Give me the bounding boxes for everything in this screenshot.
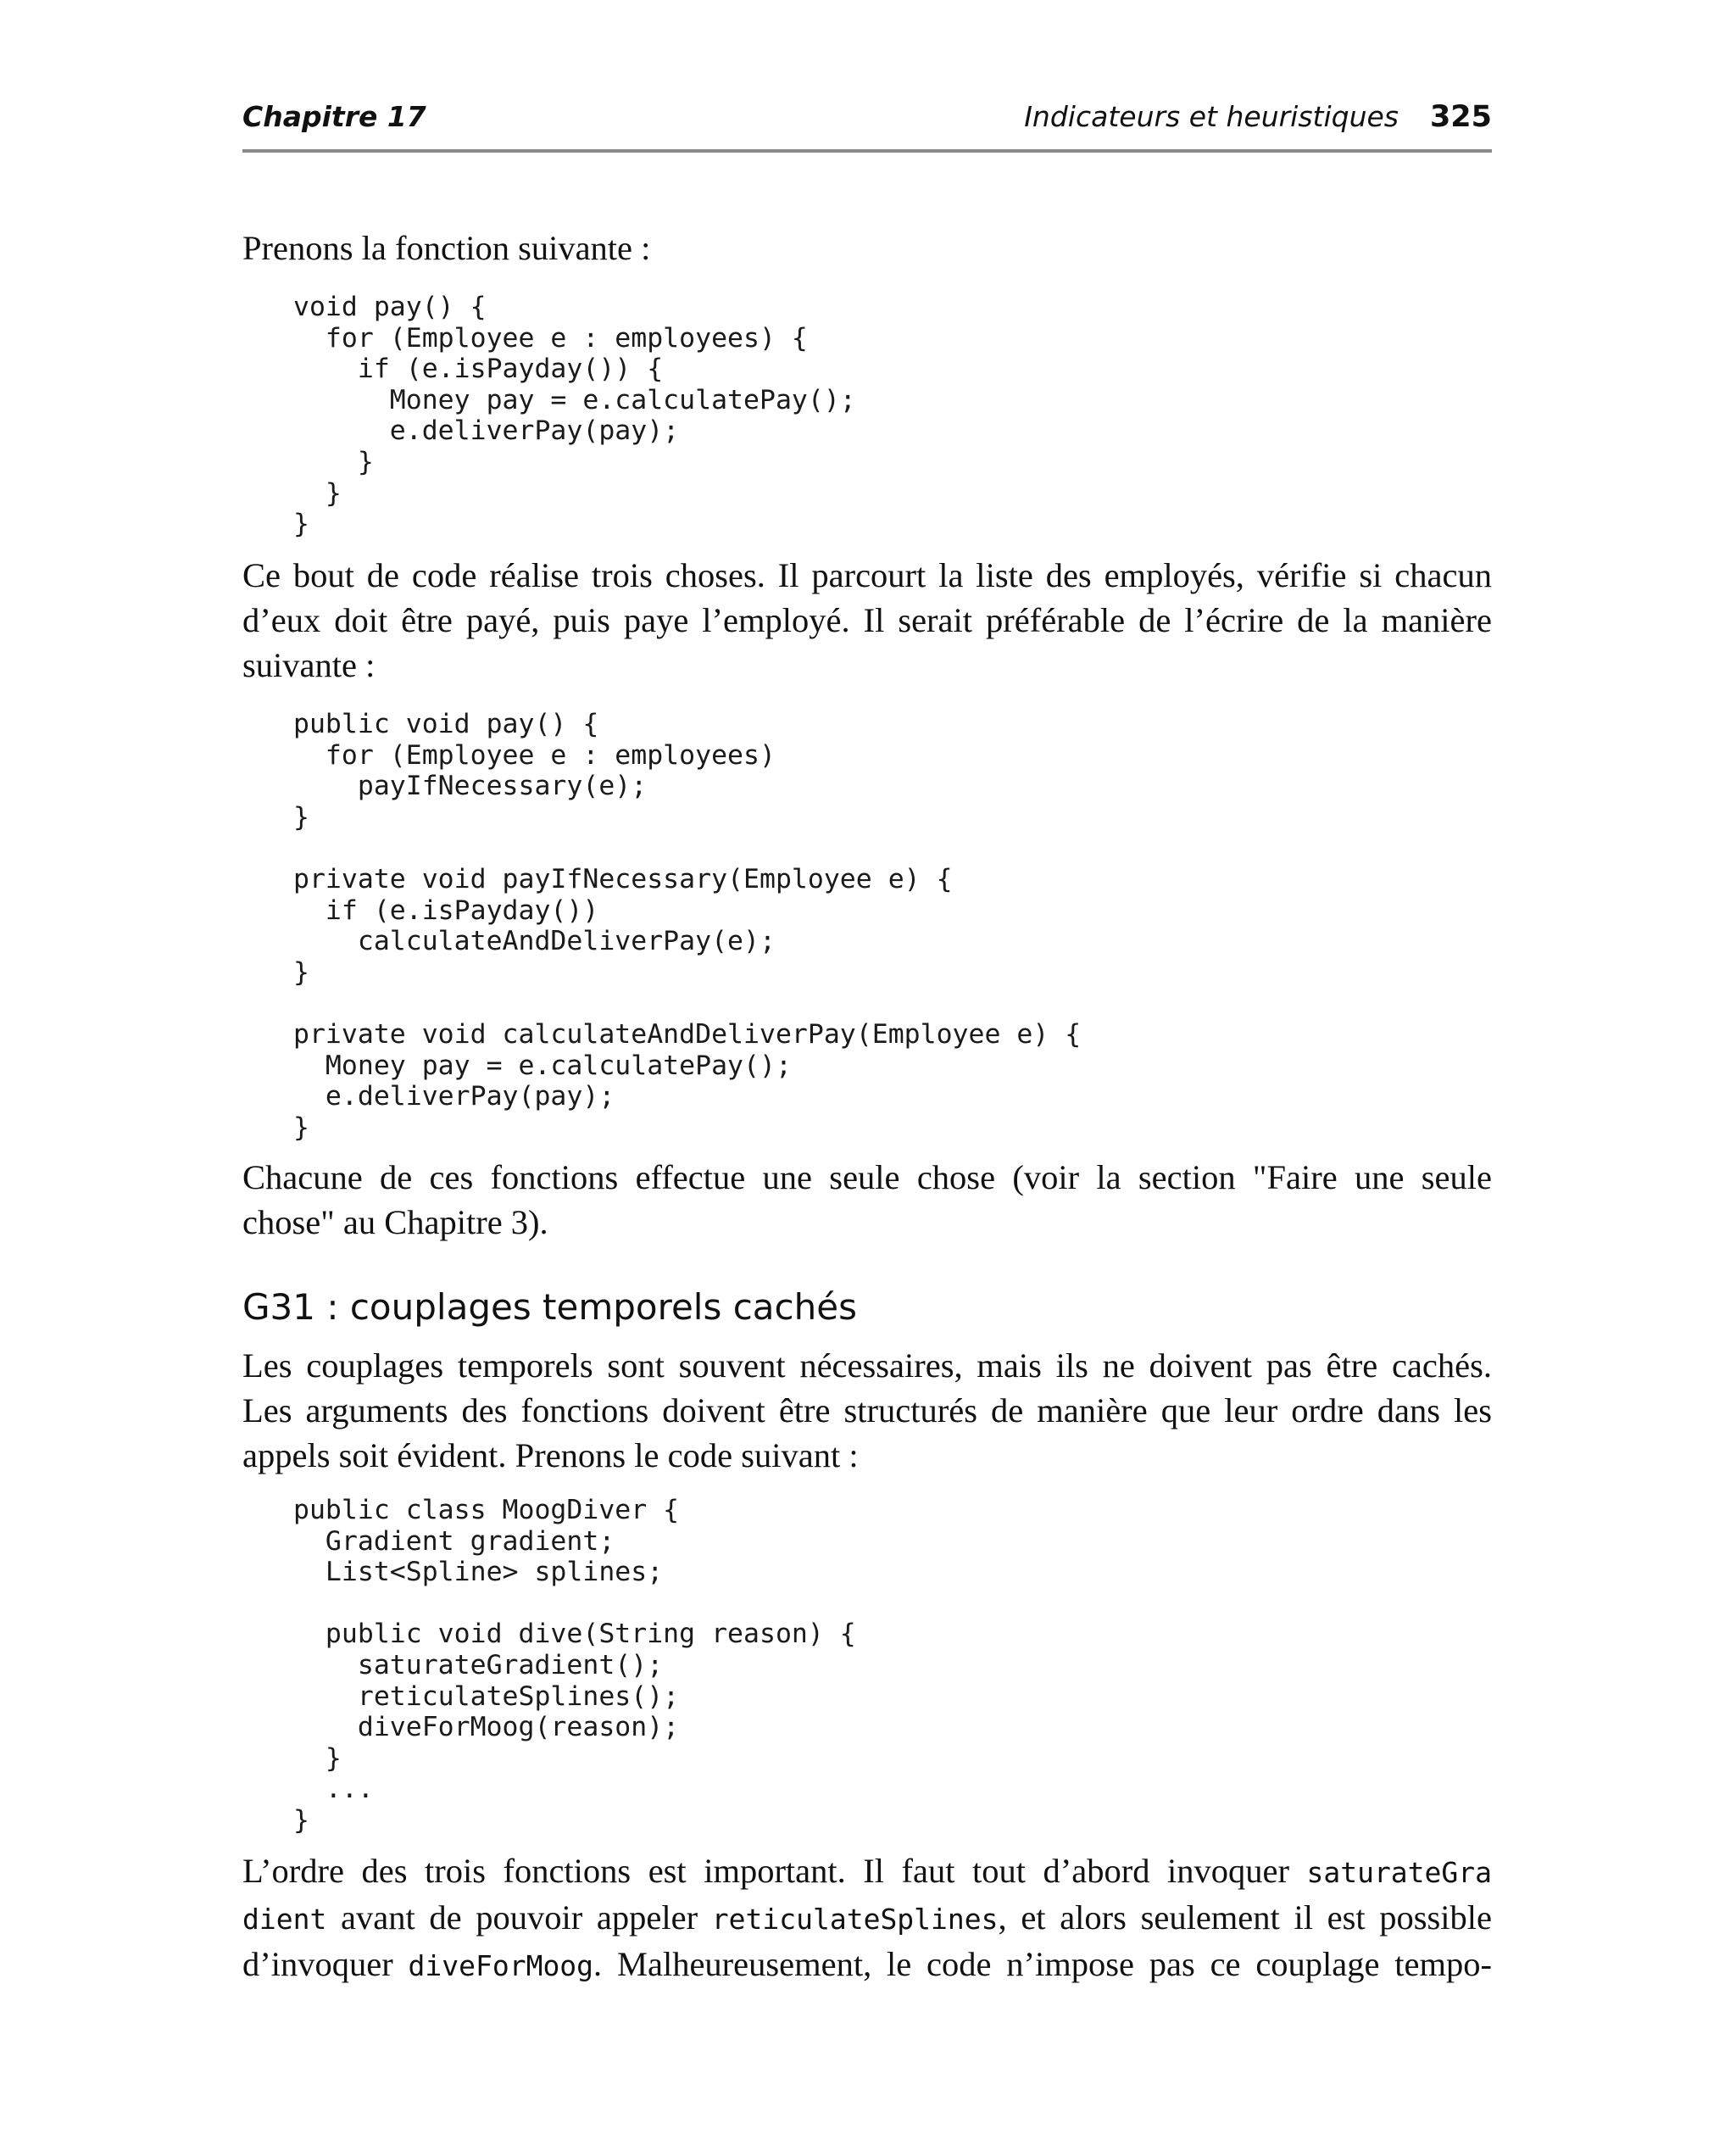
paragraph-line <box>242 1942 1492 1988</box>
paragraph-temporal-coupling <box>242 1343 1492 1478</box>
code-block-pay: void pay() { for (Employee e : employees) { if (e.isPayday()) { Money pay = e.calculatePay(); e.deliverPay(pay); } } } <box>293 292 856 540</box>
paragraph-explanation <box>242 553 1492 688</box>
paragraph-line: appels soit évident. Prenons le code suivant : <box>242 1436 859 1474</box>
paragraph-line <box>242 1848 1492 1895</box>
inline-code: saturateGra <box>1306 1856 1493 1889</box>
header-divider <box>242 149 1492 153</box>
paragraph-line: d’eux doit être payé, puis paye l’employé. Il serait préférable de l’écrire de la manière <box>242 601 1492 639</box>
section-title: Indicateurs et heuristiques <box>1024 100 1399 133</box>
code-block-moogdiver: public class MoogDiver { Gradient gradient; List<Spline> splines; public void dive(String reason) { saturateGradient(); reticulateSplines(); diveForMoog(reason); } ... } <box>293 1495 856 1836</box>
inline-code: dient <box>242 1903 327 1936</box>
running-header <box>242 100 1492 134</box>
paragraph-line: suivante : <box>242 646 376 684</box>
paragraph-line: Chacune de ces fonctions effectue une seule chose (voir la section "Faire une seule <box>242 1158 1492 1196</box>
paragraph-line: Ce bout de code réalise trois choses. Il parcourt la liste des employés, vérifie si chacun <box>242 556 1492 594</box>
paragraph-line <box>242 1895 1492 1942</box>
paragraph-line: chose" au Chapitre 3). <box>242 1203 548 1241</box>
text-run: d’invoquer <box>242 1945 393 1983</box>
page-number: 325 <box>1429 100 1492 134</box>
text-run: . Malheureusement, le code n’impose pas ce couplage tempo- <box>593 1945 1493 1983</box>
paragraph-one-thing <box>242 1155 1492 1245</box>
inline-code: diveForMoog <box>408 1949 594 1982</box>
paragraph-line: Les arguments des fonctions doivent être structurés de manière que leur ordre dans les <box>242 1391 1492 1429</box>
text-run: L’ordre des trois fonctions est important. Il faut tout d’abord invoquer <box>242 1852 1289 1890</box>
section-heading: G31 : couplages temporels cachés <box>242 1286 857 1328</box>
inline-code: reticulateSplines <box>711 1903 999 1936</box>
text-run: , et alors seulement il est possible <box>998 1898 1493 1937</box>
text-run: avant de pouvoir appeler <box>341 1898 698 1937</box>
chapter-label: Chapitre 17 <box>242 100 426 133</box>
intro-paragraph: Prenons la fonction suivante : <box>242 229 651 267</box>
paragraph-order <box>242 1848 1492 1988</box>
paragraph-line: Les couplages temporels sont souvent nécessaires, mais ils ne doivent pas être cachés. <box>242 1346 1492 1385</box>
code-block-refactored: public void pay() { for (Employee e : employees) payIfNecessary(e); } private void payIfNecessary(Employee e) { if (e.isPayday()) calculateAndDeliverPay(e); } private void calculateAndDeliverPay(Employee e) { Money pay = e.calculatePay(); e.deliverPay(pay); } <box>293 709 1082 1143</box>
